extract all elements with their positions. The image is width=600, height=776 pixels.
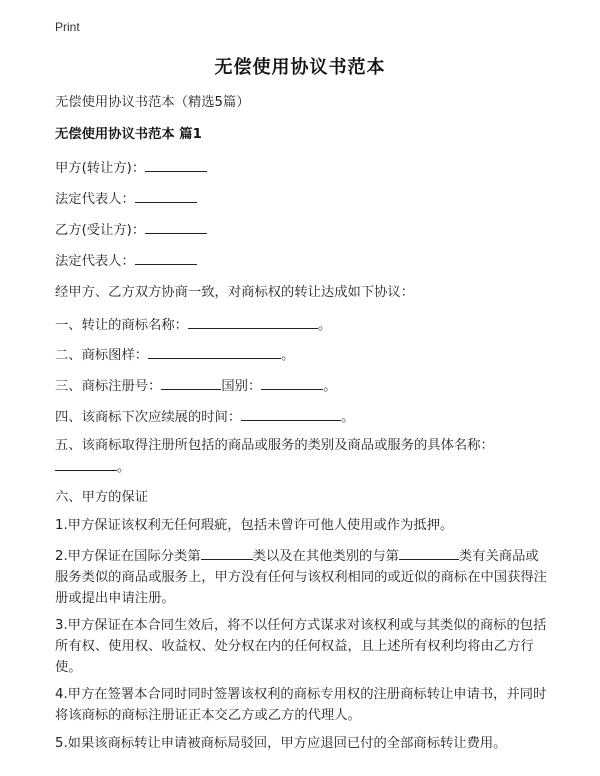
item-label: 三、商标注册号： — [55, 379, 162, 394]
period: 。 — [281, 348, 295, 363]
item-label: 二、商标图样： — [55, 348, 149, 363]
blank-line — [261, 376, 323, 390]
clause-text: 类有关商品或服务类似的商品或服务上，甲方没有任何与该权利相同的或近似的商标在中国获得注册或提出申请注册。 — [55, 549, 547, 606]
item-goods-services: 五、该商标取得注册所包括的商品或服务的类别及商品或服务的具体名称： — [55, 438, 494, 453]
field-representative-b — [55, 251, 197, 270]
item-label: 四、该商标下次应续展的时间： — [55, 410, 242, 425]
item-label: 国别： — [221, 379, 262, 394]
period: 。 — [317, 318, 332, 333]
item-renewal-time — [55, 407, 354, 426]
field-label: 甲方(转让方)： — [55, 161, 146, 176]
period: 。 — [117, 460, 131, 475]
clause-3: 3.甲方保证在本合同生效后，将不以任何方式谋求对该权利或与其类似的商标的包括所有权、使用权、收益权、处分权在内的任何权益，且上述所有权利均将由乙方行使。 — [55, 618, 547, 675]
blank-line — [135, 251, 197, 265]
blank-line — [161, 376, 221, 390]
field-party-b — [55, 220, 207, 239]
blank-line — [55, 457, 117, 471]
document-title: 无偿使用协议书范本 — [214, 57, 386, 78]
section-heading: 无偿使用协议书范本 篇1 — [55, 127, 202, 142]
field-party-a — [55, 158, 207, 177]
print-link[interactable]: Print — [55, 20, 80, 34]
blank-line — [145, 158, 207, 172]
field-label: 法定代表人： — [55, 254, 135, 269]
item-party-a-guarantee: 六、甲方的保证 — [55, 490, 149, 505]
clause-1: 1.甲方保证该权利无任何瑕疵，包括未曾许可他人使用或作为抵押。 — [55, 518, 454, 533]
period: 。 — [341, 410, 355, 425]
document-subtitle: 无偿使用协议书范本（精选5篇） — [55, 95, 250, 110]
blank-line — [145, 220, 207, 234]
blank-line — [135, 189, 197, 203]
clause-2 — [55, 546, 550, 609]
clause-5: 5.如果该商标转让申请被商标局驳回，甲方应退回已付的全部商标转让费用。 — [55, 736, 507, 751]
clause-4: 4.甲方在签署本合同时同时签署该权利的商标专用权的注册商标转让申请书，并同时将该商标的商标注册证正本交乙方或乙方的代理人。 — [55, 687, 547, 723]
item-goods-services-blank — [55, 457, 130, 476]
blank-line — [188, 315, 318, 329]
clause-text: 2.甲方保证在国际分类第 — [55, 549, 201, 564]
item-trademark-name — [55, 315, 331, 334]
item-trademark-image — [55, 345, 294, 364]
item-registration-number — [55, 376, 337, 395]
clause-text: 类以及在其他类别的与第 — [252, 549, 399, 564]
item-label: 一、转让的商标名称： — [55, 318, 188, 333]
blank-line — [201, 546, 253, 560]
agreement-intro: 经甲方、乙方双方协商一致，对商标权的转让达成如下协议： — [55, 285, 415, 300]
blank-line — [399, 546, 459, 560]
field-label: 法定代表人： — [55, 192, 135, 207]
period: 。 — [323, 379, 337, 394]
field-representative-a — [55, 189, 197, 208]
blank-line — [148, 345, 281, 359]
field-label: 乙方(受让方)： — [55, 223, 146, 238]
blank-line — [241, 407, 341, 421]
